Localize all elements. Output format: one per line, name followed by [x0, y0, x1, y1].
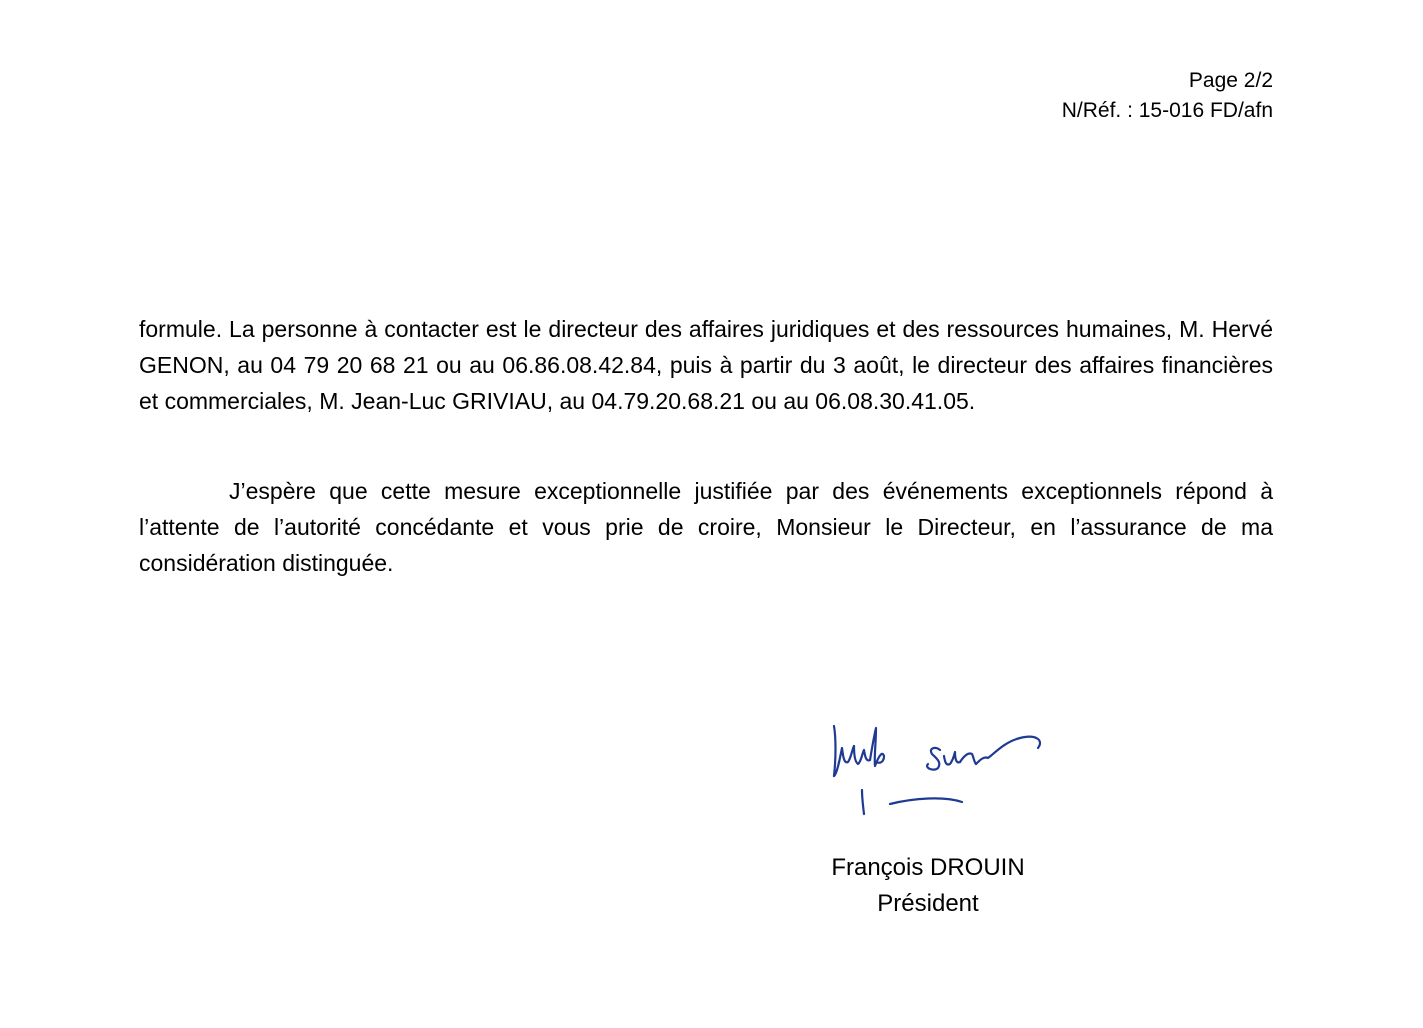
- page-number: Page 2/2: [1188, 69, 1273, 92]
- body-paragraph-2: J’espère que cette mesure exceptionnelle justifiée par des événements exceptionnels répond à l’attente de l’autorité concédante et vous prie de croire, Monsieur le Directeur, en l’assurance de ma considération distinguée.: [139, 478, 1273, 576]
- letter-header: [1062, 66, 1273, 126]
- handwritten-signature: [824, 718, 1054, 826]
- body-paragraph-1: formule. La personne à contacter est le directeur des affaires juridiques et des ressources humaines, M. Hervé GENON, au 04 79 20 68 21 ou au 06.86.08.42.84, puis à partir du 3 août, le directeur des affaires financières et commerciales, M. Jean-Luc GRIVIAU, au 04.79.20.68.21 ou au 06.08.30.41.05.: [139, 316, 1273, 414]
- signatory-block: [812, 850, 1044, 922]
- signatory-title: Président: [877, 890, 979, 917]
- signatory-name: François DROUIN: [831, 854, 1025, 881]
- reference-number: N/Réf. : 15-016 FD/afn: [1061, 99, 1273, 122]
